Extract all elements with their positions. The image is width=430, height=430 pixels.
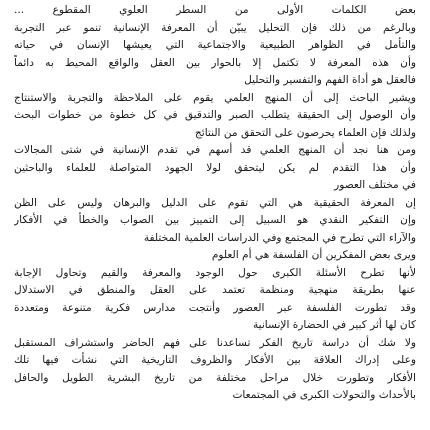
document-body bbox=[14, 2, 416, 405]
text-line: وعلى إدراك العلاقة بين الأفكار والظروف التاريخية التي نشأت فيها تلك bbox=[14, 354, 416, 366]
text-line: وقد تطورت الفلسفة عبر العصور وأنتجت مدارس فكرية متنوعة ومتعددة bbox=[14, 301, 416, 314]
text-line: والتأمل في الظواهر الطبيعية والاجتماعية التي يعيشها الإنسان في حياته bbox=[14, 39, 416, 51]
text-line: بالأحداث والتحولات الكبرى في المجتمعات bbox=[232, 389, 416, 401]
text-line: ولا شك أن دراسة تاريخ الفكر تساعدنا على فهم الحاضر واستشراف المستقبل bbox=[14, 336, 416, 349]
text-line: والآراء التي تطرح في المجتمع وفي الدراسات العلمية المختلفة bbox=[143, 231, 416, 244]
text-line: كان لها أثر كبير في الحضارة الإنسانية bbox=[252, 319, 416, 331]
text-line: وأن هذا التقدم لم يكن ليتحقق لولا الجهود المتواصلة للعلماء والباحثين bbox=[14, 161, 416, 174]
text-line: ويشير الباحث إلى أن المنهج العلمي يقوم على الملاحظة والتجربة والاستنتاج bbox=[14, 91, 416, 104]
text-line: ويرى بعض المفكرين أن الفلسفة هي أم العلوم bbox=[211, 249, 416, 261]
text-line: الأفكار وتطورت خلال مراحل مختلفة من تاريخ البشرية الطويل والحافل bbox=[14, 371, 416, 384]
text-line: لأنها تطرح الأسئلة الكبرى حول الوجود والمعرفة والقيم وتحاول الإجابة bbox=[14, 266, 416, 279]
text-line: ومن هنا نجد أن المنهج العلمي قد أسهم في تقدم الإنسانية في شتى المجالات bbox=[14, 144, 416, 156]
text-line: وإن التفكير النقدي هو السبيل إلى التمييز بين الصواب والخطأ في الأفكار bbox=[14, 214, 416, 226]
text-line: عنها بطريقة منهجية ومنظمة تعتمد على العقل والمنطق في الاستدلال bbox=[14, 284, 416, 296]
text-line: فالعقل هو أداة الفهم والتفسير والتحليل bbox=[244, 74, 416, 86]
text-line: في مختلف العصور bbox=[334, 179, 416, 191]
text-line: وأن هذه المعرفة لا تكتمل إلا بالحوار بين العقل والواقع المحيط به دائماً bbox=[14, 56, 416, 69]
text-line: وبالرغم من ذلك فإن التحليل يبيّن أن المعرفة الإنسانية تنمو عبر التجربة bbox=[14, 21, 416, 34]
text-line: بعض الكلمات الأولى من السطر العلوي المقطوع ... bbox=[14, 4, 416, 16]
text-line: إن المعرفة الحقيقية هي التي تقوم على الدليل والبرهان وليس على الظن bbox=[14, 196, 416, 209]
text-line: وأن الوصول إلى الحقيقة يتطلب الصبر والتدقيق في كل خطوة من خطوات البحث bbox=[14, 109, 416, 121]
text-line: ولذلك فإن العلماء يحرصون على التحقق من النتائج bbox=[194, 126, 416, 139]
